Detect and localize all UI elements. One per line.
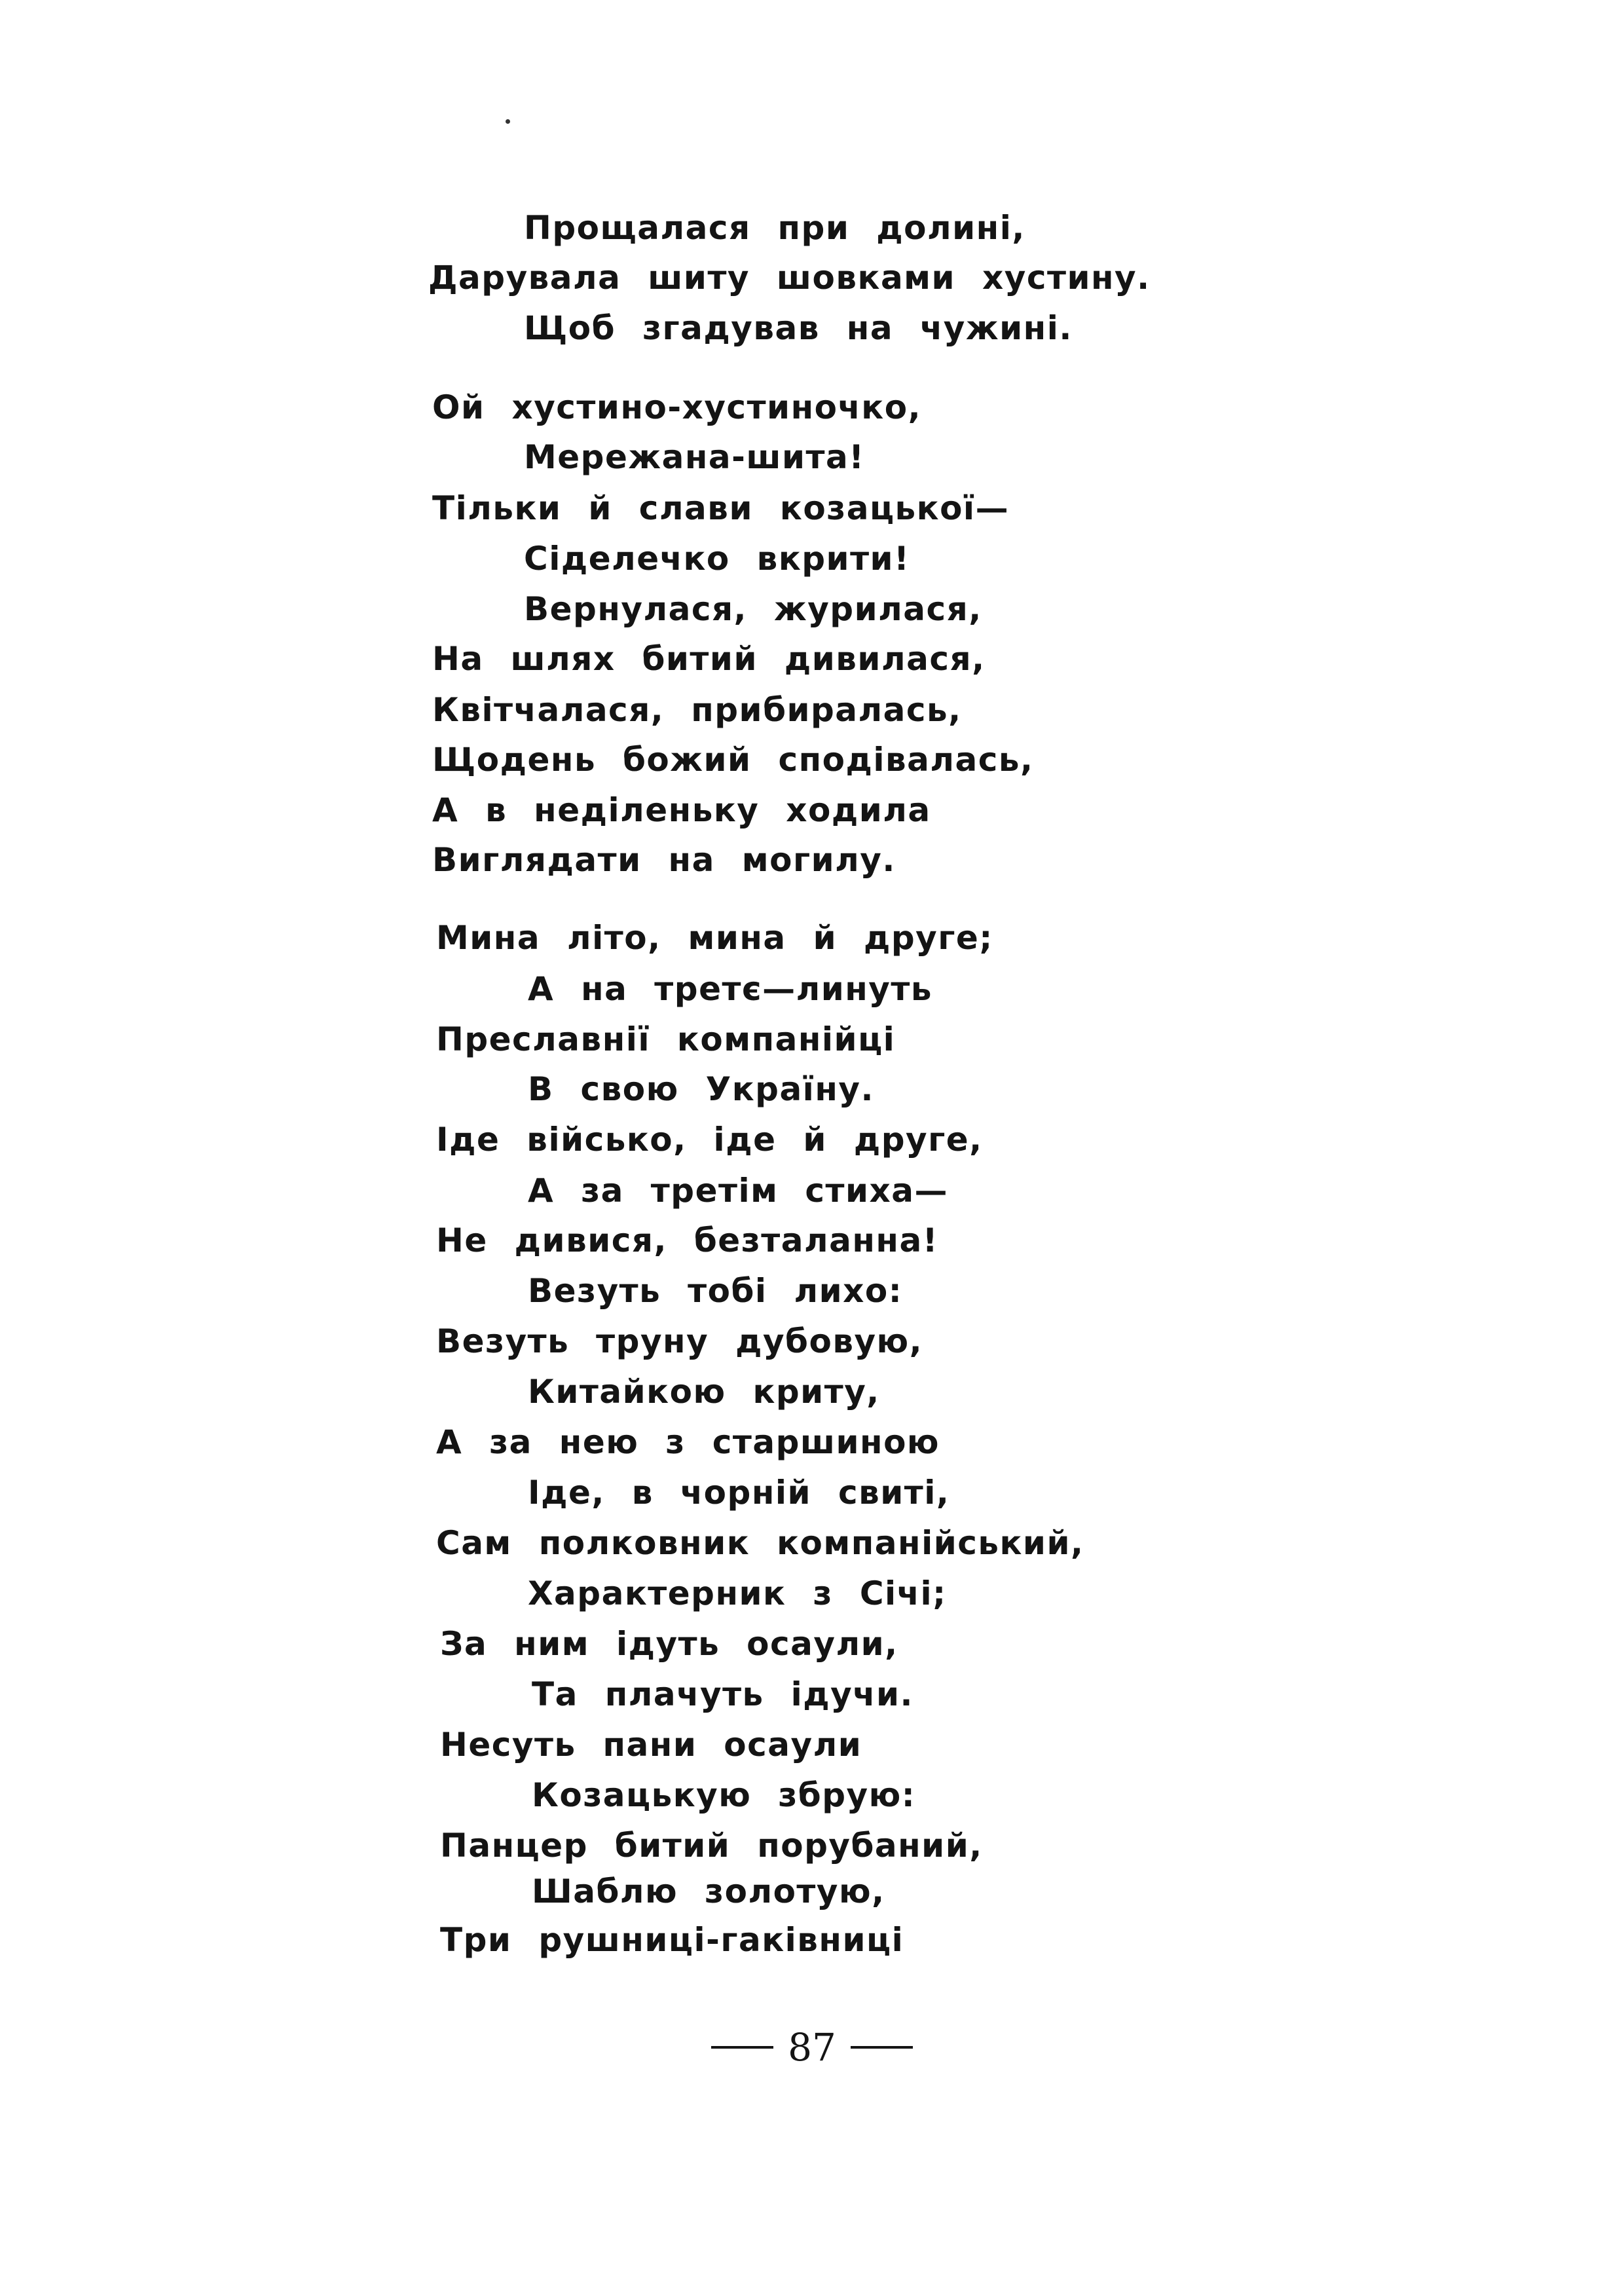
poem-line-15: А на третє—линуть: [528, 970, 932, 1008]
poem-line-1: Прощалася при долині,: [524, 209, 1025, 247]
poem-line-3: Щоб згадував на чужині.: [524, 309, 1073, 347]
poem-line-14: Мина літо, мина й друге;: [436, 919, 993, 957]
page-number-left-dash: [711, 2046, 773, 2049]
poem-line-4: Ой хустино-хустиночко,: [432, 388, 922, 426]
poem-line-5: Мережана-шита!: [524, 438, 865, 476]
poem-line-10: Квітчалася, прибиралась,: [432, 691, 962, 729]
page-number-right-dash: [851, 2046, 913, 2049]
poem-line-29: Та плачуть ідучи.: [532, 1675, 914, 1713]
poem-line-6: Тільки й слави козацької—: [432, 489, 1010, 527]
poem-line-11: Щодень божий сподівалась,: [432, 741, 1034, 779]
poem-line-16: Преславнії компанійці: [436, 1020, 896, 1058]
poem-line-30: Несуть пани осаули: [440, 1726, 862, 1764]
poem-line-9: На шлях битий дивилася,: [432, 640, 986, 678]
page-number-footer: [0, 2021, 1624, 2070]
poem-line-23: Китайкою криту,: [528, 1373, 880, 1411]
poem-line-25: Іде, в чорній свиті,: [528, 1474, 950, 1512]
poem-line-21: Везуть тобі лихо:: [528, 1272, 903, 1310]
poem-line-20: Не дивися, безталанна!: [436, 1221, 938, 1259]
poem-line-27: Характерник з Січі;: [528, 1574, 947, 1612]
poem-line-13: Виглядати на могилу.: [432, 841, 896, 879]
poem-line-28: За ним ідуть осаули,: [440, 1625, 898, 1663]
poem-line-34: Три рушниці-гаківниці: [440, 1921, 904, 1959]
poem-line-19: А за третім стиха—: [528, 1172, 949, 1210]
page-number: 87: [788, 2024, 836, 2070]
poem-line-12: А в неділеньку ходила: [432, 791, 931, 829]
poem-line-22: Везуть труну дубовую,: [436, 1322, 923, 1360]
poem-line-24: А за нею з старшиною: [436, 1423, 940, 1461]
poem-line-18: Іде військо, іде й друге,: [436, 1121, 983, 1159]
poem-line-26: Сам полковник компанійський,: [436, 1524, 1084, 1562]
poem-line-8: Вернулася, журилася,: [524, 590, 982, 628]
poem-line-7: Сіделечко вкрити!: [524, 540, 910, 578]
poem-line-33: Шаблю золотую,: [532, 1872, 885, 1910]
poem-line-2: Дарувала шиту шовками хустину.: [428, 259, 1151, 297]
poem-line-31: Козацькую збрую:: [532, 1776, 916, 1814]
ink-speck: [506, 119, 510, 124]
poem-line-32: Панцер битий порубаний,: [440, 1827, 983, 1865]
poem-line-17: В свою Україну.: [528, 1070, 874, 1108]
